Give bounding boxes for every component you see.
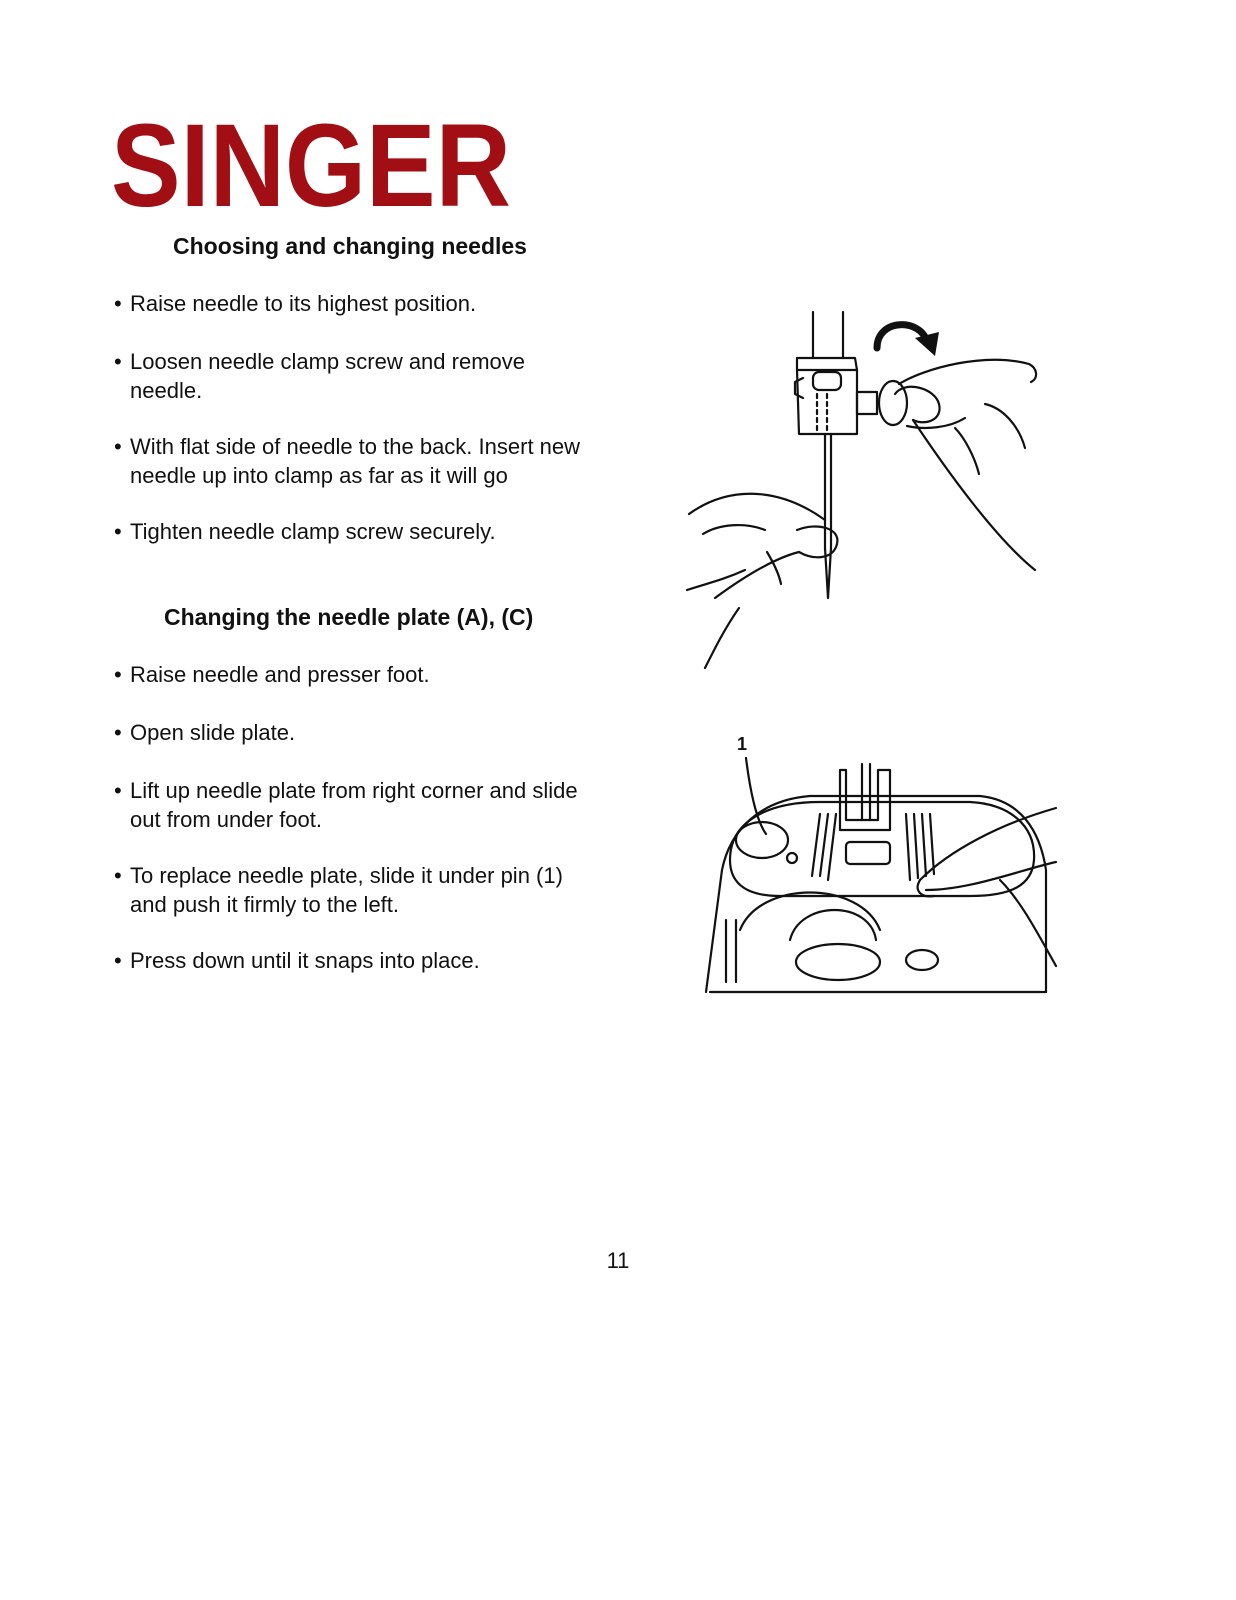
list-item: • Tighten needle clamp screw securely. <box>114 517 634 546</box>
section-heading-needles: Choosing and changing needles <box>173 233 527 259</box>
needle-steps-list <box>114 289 634 546</box>
list-item: • Loosen needle clamp screw and remove needle. <box>114 347 585 405</box>
list-item: • Open slide plate. <box>114 718 634 747</box>
list-item: • Press down until it snaps into place. <box>114 946 634 975</box>
list-item: • Lift up needle plate from right corner and slide out from under foot. <box>114 776 590 834</box>
list-item: • With flat side of needle to the back. Insert new needle up into clamp as far as it will go <box>114 432 620 490</box>
singer-logo <box>111 100 513 232</box>
needle-plate-illustration <box>700 730 1062 1000</box>
list-item: • Raise needle and presser foot. <box>114 660 634 689</box>
pin-callout-label: 1 <box>737 734 748 754</box>
section-heading-needle-plate: Changing the needle plate (A), (C) <box>164 604 534 630</box>
list-item: • To replace needle plate, slide it under pin (1) and push it firmly to the left. <box>114 861 590 919</box>
singer-logo-text: SINGER <box>111 100 511 232</box>
page-number: 11 <box>606 1248 630 1273</box>
needle-plate-steps-list <box>114 660 634 975</box>
needle-clamp-illustration <box>685 308 1045 680</box>
list-item: • Raise needle to its highest position. <box>114 289 634 318</box>
